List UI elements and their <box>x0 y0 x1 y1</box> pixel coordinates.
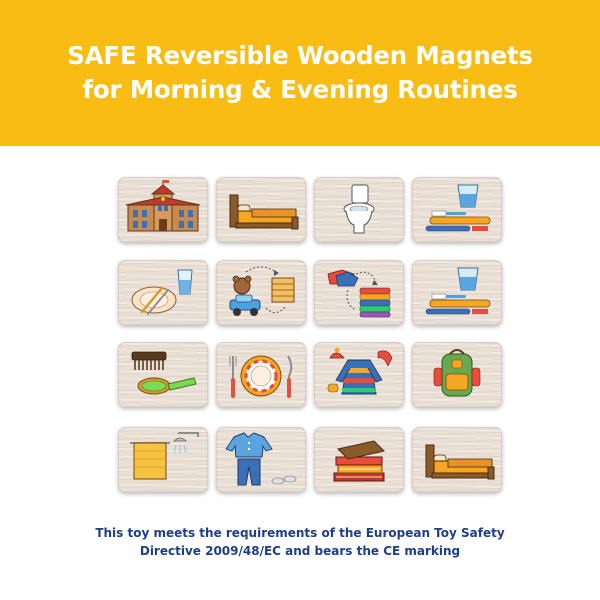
plate-and-glass-icon <box>118 260 208 325</box>
magnet-tile <box>216 342 306 407</box>
toilet-icon <box>314 177 404 242</box>
fold-clothes-icon <box>314 260 404 325</box>
safety-notice-line-1: This toy meets the requirements of the European Toy Safety <box>95 526 505 540</box>
school-building-icon <box>118 177 208 242</box>
magnet-tile <box>118 260 208 325</box>
tidy-toys-icon <box>216 260 306 325</box>
magnet-tile <box>412 342 502 407</box>
header-banner <box>0 0 600 146</box>
safety-notice-line-2: Directive 2009/48/EC and bears the CE marking <box>139 544 461 558</box>
winter-clothes-icon <box>314 342 404 407</box>
magnet-tile <box>412 427 502 492</box>
bed-icon <box>412 427 502 492</box>
magnet-tile <box>314 177 404 242</box>
magnet-tile <box>314 342 404 407</box>
safety-notice <box>0 524 600 560</box>
magnet-tile <box>314 260 404 325</box>
banner-title-line-1: SAFE Reversible Wooden Magnets <box>67 41 533 70</box>
plate-with-cutlery-icon <box>216 342 306 407</box>
magnet-tile <box>412 177 502 242</box>
magnet-tile <box>314 427 404 492</box>
magnet-tile <box>216 427 306 492</box>
magnet-tile <box>118 427 208 492</box>
magnet-tile <box>118 342 208 407</box>
toothbrush-and-cup-icon <box>412 177 502 242</box>
comb-and-brush-icon <box>118 342 208 407</box>
backpack-icon <box>412 342 502 407</box>
magnet-tile <box>412 260 502 325</box>
toothbrush-and-cup-icon <box>412 260 502 325</box>
pajamas-icon <box>216 427 306 492</box>
magnet-tile <box>118 177 208 242</box>
books-icon <box>314 427 404 492</box>
magnet-tile <box>216 177 306 242</box>
shower-and-towel-icon <box>118 427 208 492</box>
banner-title-line-2: for Morning & Evening Routines <box>82 75 518 104</box>
magnet-tile <box>216 260 306 325</box>
magnet-grid <box>118 172 498 502</box>
bed-icon <box>216 177 306 242</box>
